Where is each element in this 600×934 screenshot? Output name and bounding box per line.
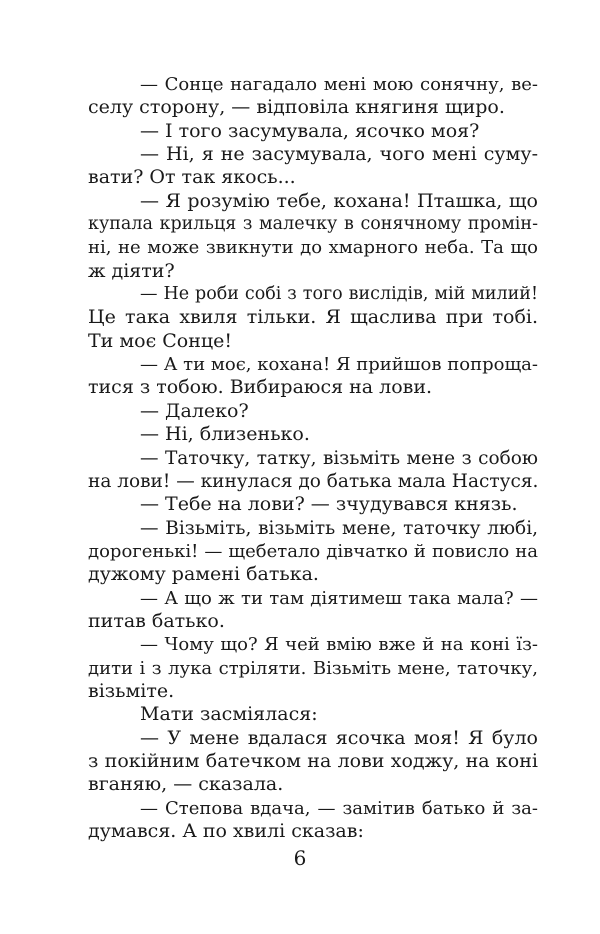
text-line: — Ні, близенько.	[140, 423, 310, 446]
page-text-block	[88, 73, 538, 843]
text-line: Мати засміялася:	[140, 703, 318, 726]
text-line: вганяю, — сказала.	[88, 773, 284, 796]
text-line: — Я розумію тебе, кохана! Пташка, що	[140, 189, 538, 212]
text-line: — А що ж ти там діятимеш така мала? —	[140, 587, 538, 609]
text-line: — Степова вдача, — замітив батько й за-	[140, 797, 538, 819]
text-line: з покійним батечком на лови ходжу, на коні	[88, 749, 538, 772]
text-line: Це така хвиля тільки. Я щаслива при тобі.	[88, 306, 538, 329]
text-line: — Далеко?	[140, 399, 249, 422]
text-line: ж діяти?	[88, 259, 175, 282]
text-line: ні, не може звикнути до хмарного неба. Та що	[88, 237, 538, 259]
text-line: на лови! — кинулася до батька мала Настуся.	[88, 470, 539, 492]
text-line: — Ні, я не засумувала, чого мені суму-	[140, 143, 538, 166]
text-line: — Візьміть, візьміть мене, таточку любі,	[140, 517, 538, 539]
text-line: вати? От так якось...	[88, 166, 296, 189]
text-line: тися з тобою. Вибираюся на лови.	[88, 376, 433, 399]
text-line: дорогенькі! — щебетало дівчатко й повисло на	[88, 540, 538, 562]
text-line: — Сонце нагадало мені мою сонячну, ве-	[140, 74, 538, 95]
text-line: — І того засумувала, ясочко моя?	[140, 119, 480, 142]
text-line: — Таточку, татку, візьміть мене з собою	[140, 447, 538, 469]
text-line: візьміте.	[88, 679, 175, 702]
text-line: — Тебе на лови? — зчудувався князь.	[140, 493, 518, 516]
text-line: Ти моє Сонце!	[88, 329, 233, 352]
text-line: — Чому що? Я чей вмію вже й на коні їз-	[140, 634, 538, 656]
text-line: — У мене вдалася ясочка моя! Я було	[140, 726, 538, 749]
text-line: дужому рамені батька.	[88, 563, 319, 586]
text-line: думався. А по хвилі сказав:	[88, 820, 364, 842]
text-line: купала крильця з малечку в сонячному промін-	[88, 214, 538, 235]
text-line: питав батько.	[88, 609, 225, 632]
text-line: — А ти моє, кохана! Я прийшов попроща-	[140, 354, 538, 376]
text-line: дити і з лука стріляти. Візьміть мене, таточку,	[88, 657, 538, 679]
text-line: селу сторону, — відповіла княгиня щиро.	[88, 96, 505, 119]
page-number: 6	[293, 846, 307, 870]
text-line: — Не роби собі з того вислідів, мій милий!	[140, 284, 538, 305]
